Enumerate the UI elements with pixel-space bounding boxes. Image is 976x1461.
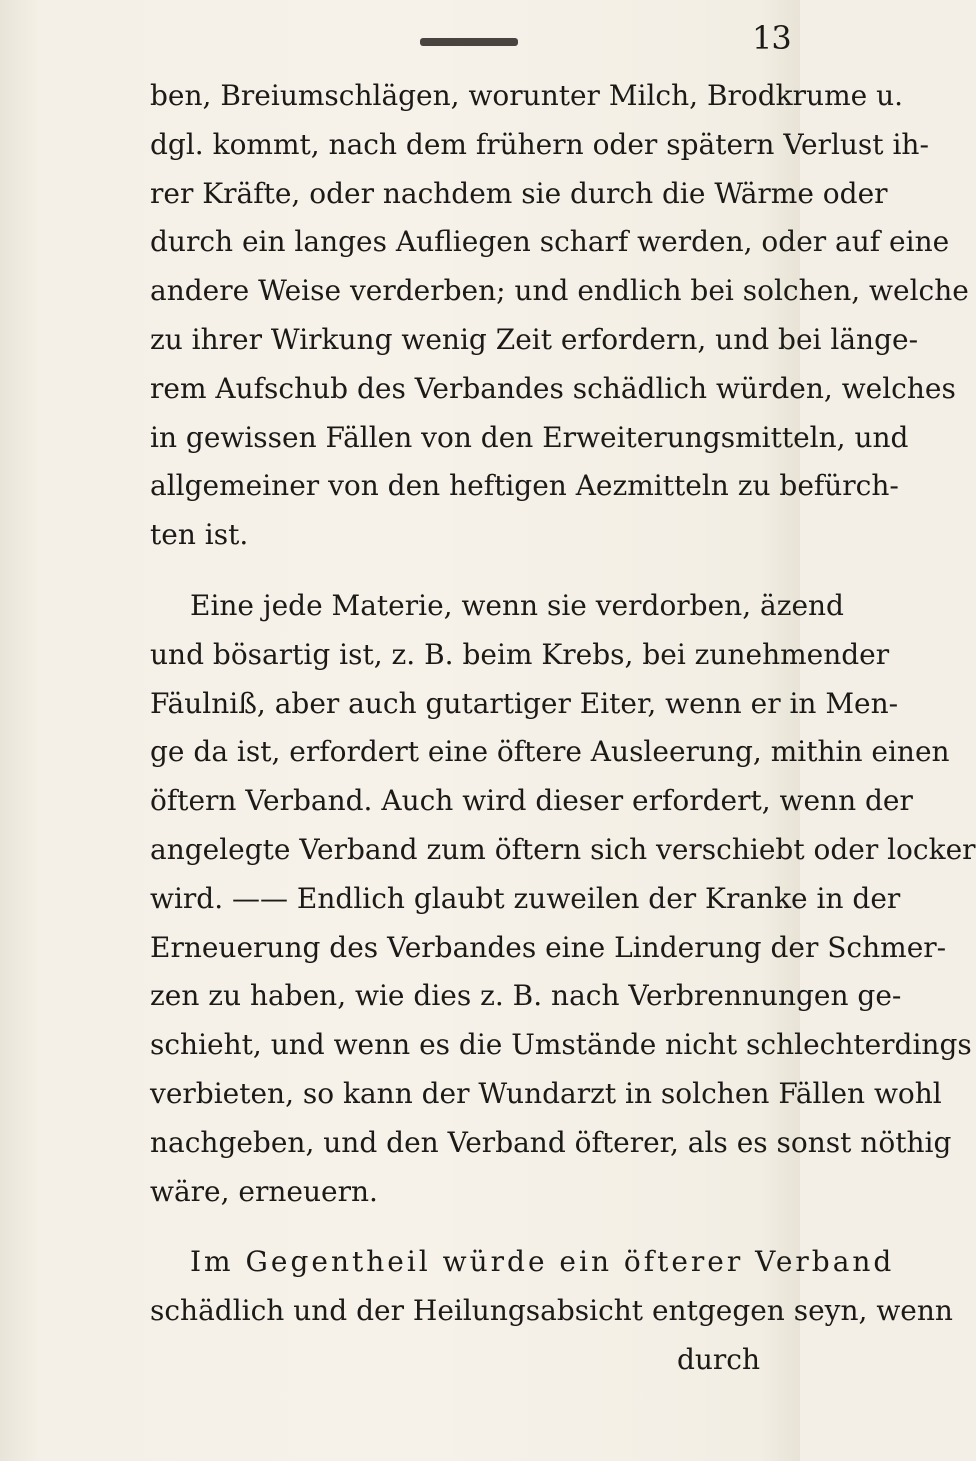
body-text bbox=[150, 72, 976, 1385]
text-line: wird. —— Endlich glaubt zuweilen der Kranke in der bbox=[150, 881, 901, 915]
text-line: ten ist. bbox=[150, 518, 249, 552]
catchword: durch bbox=[676, 1342, 760, 1376]
text-line: dgl. kommt, nach dem frühern oder spätern Verlust ih- bbox=[150, 127, 929, 161]
text-line: verbieten, so kann der Wundarzt in solchen Fällen wohl bbox=[150, 1076, 942, 1110]
text-line: angelegte Verband zum öftern sich verschiebt oder locker bbox=[150, 832, 976, 866]
text-line: schieht, und wenn es die Umstände nicht schlechterdings bbox=[150, 1028, 972, 1062]
text-line: andere Weise verderben; und endlich bei solchen, welche bbox=[150, 274, 969, 308]
text-line: schädlich und der Heilungsabsicht entgegen seyn, wenn bbox=[150, 1294, 953, 1328]
text-line: in gewissen Fällen von den Erweiterungsmitteln, und bbox=[150, 420, 909, 454]
text-line: ge da ist, erfordert eine öftere Ausleerung, mithin einen bbox=[150, 735, 950, 769]
paragraph-2 bbox=[150, 582, 976, 1216]
header-rule bbox=[420, 38, 518, 46]
text-line: rer Kräfte, oder nachdem sie durch die Wärme oder bbox=[150, 176, 888, 210]
text-line: wäre, erneuern. bbox=[150, 1174, 378, 1208]
paragraph-3 bbox=[150, 1238, 953, 1384]
text-line: und bösartig ist, z. B. beim Krebs, bei zunehmender bbox=[150, 637, 890, 671]
text-line: Eine jede Materie, wenn sie verdorben, äzend bbox=[190, 588, 844, 622]
text-line: Im Gegentheil würde ein öfterer Verband bbox=[190, 1245, 895, 1279]
text-line: Fäulniß, aber auch gutartiger Eiter, wenn er in Men- bbox=[150, 686, 899, 720]
text-line: zu ihrer Wirkung wenig Zeit erfordern, und bei länge- bbox=[150, 322, 919, 356]
text-line: Erneuerung des Verbandes eine Linderung der Schmer- bbox=[150, 930, 947, 964]
text-line: zen zu haben, wie dies z. B. nach Verbrennungen ge- bbox=[150, 979, 902, 1013]
text-line: öftern Verband. Auch wird dieser erfordert, wenn der bbox=[150, 784, 913, 818]
text-line: rem Aufschub des Verbandes schädlich würden, welches bbox=[150, 371, 956, 405]
text-line: durch ein langes Aufliegen scharf werden, oder auf eine bbox=[150, 225, 950, 259]
text-line: nachgeben, und den Verband öfterer, als es sonst nöthig bbox=[150, 1125, 952, 1159]
paragraph-gap bbox=[150, 560, 760, 582]
text-line: ben, Breiumschlägen, worunter Milch, Brodkrume u. bbox=[150, 79, 904, 112]
paragraph-gap bbox=[150, 1216, 760, 1238]
paragraph-1 bbox=[150, 72, 969, 560]
page-number: 13 bbox=[752, 19, 791, 57]
text-line: allgemeiner von den heftigen Aezmitteln zu befürch- bbox=[150, 469, 899, 503]
